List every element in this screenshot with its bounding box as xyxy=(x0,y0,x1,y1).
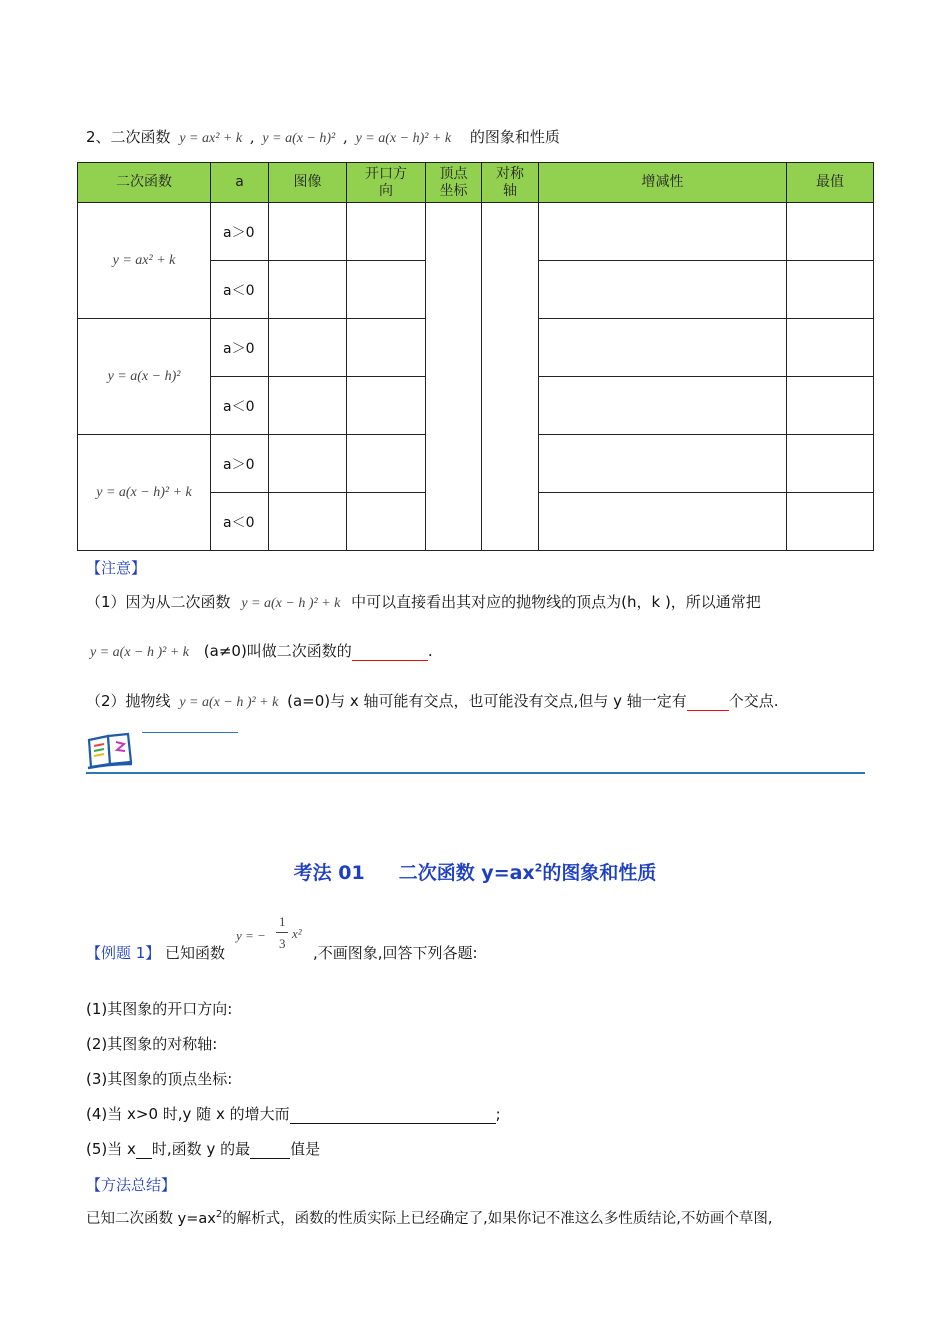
note-p1-line1 xyxy=(86,591,761,612)
intro-formula-2: y = a(x − h)² xyxy=(262,131,336,146)
func-formula-1: y = ax² + k xyxy=(112,253,176,268)
note-p2-formula: y = a(x − h )² + k xyxy=(179,695,279,710)
extremum-cell[interactable] xyxy=(787,203,874,261)
a-negative-cell: a＜0 xyxy=(211,261,269,319)
example-tail: ,不画图象,回答下列各题: xyxy=(313,944,478,962)
graph-cell[interactable] xyxy=(269,377,347,435)
section-title-a: 二次函数 y=ax xyxy=(398,862,535,884)
note-p1-end: . xyxy=(427,642,433,660)
note-p1-c: (a≠0)叫做二次函数的 xyxy=(203,642,352,660)
example-frac-bar xyxy=(276,932,288,933)
question-3: (3)其图象的顶点坐标: xyxy=(86,1070,233,1088)
note-p1-formula-2: y = a(x − h )² + k xyxy=(90,645,190,660)
func-cell-3 xyxy=(78,435,211,551)
note-p2-b: (a=0)与 x 轴可能有交点，也可能没有交点,但与 y 轴一定有 xyxy=(287,692,687,710)
question-4 xyxy=(86,1103,501,1124)
opening-cell[interactable] xyxy=(347,203,426,261)
question-1: (1)其图象的开口方向: xyxy=(86,1000,233,1018)
question-5-c: 值是 xyxy=(290,1140,321,1158)
question-5 xyxy=(86,1138,320,1159)
long-rule xyxy=(86,772,865,774)
example-frac-den: 3 xyxy=(279,936,286,951)
intro-sep-2: , xyxy=(343,128,348,146)
axis-cell[interactable] xyxy=(482,203,539,551)
header-monotonicity: 增减性 xyxy=(539,163,787,203)
extremum-cell[interactable] xyxy=(787,435,874,493)
a-negative-cell: a＜0 xyxy=(211,377,269,435)
opening-cell[interactable] xyxy=(347,493,426,551)
note-p1-a: （1）因为从二次函数 xyxy=(86,593,231,611)
func-formula-2: y = a(x − h)² xyxy=(107,369,181,384)
answer-blank-q5a[interactable] xyxy=(136,1140,152,1159)
question-4-end: ; xyxy=(495,1105,501,1123)
note-p2-c: 个交点. xyxy=(728,692,779,710)
extremum-cell[interactable] xyxy=(787,377,874,435)
book-icon xyxy=(86,730,134,772)
intro-formula-1: y = ax² + k xyxy=(179,131,243,146)
question-2: (2)其图象的对称轴: xyxy=(86,1035,218,1053)
table-header-row xyxy=(78,163,874,203)
monotonicity-cell[interactable] xyxy=(539,319,787,377)
monotonicity-cell[interactable] xyxy=(539,435,787,493)
example-formula-lhs: y = − xyxy=(236,928,266,943)
method-text xyxy=(86,1207,773,1228)
opening-cell[interactable] xyxy=(347,377,426,435)
header-opening xyxy=(347,163,426,203)
section-title-sup: 2 xyxy=(534,861,543,875)
book-icon-svg xyxy=(86,730,134,772)
header-extremum: 最值 xyxy=(787,163,874,203)
a-positive-cell: a＞0 xyxy=(211,319,269,377)
short-rule xyxy=(142,732,238,733)
method-text-sup: 2 xyxy=(215,1209,223,1221)
note-p1-formula: y = a(x − h )² + k xyxy=(241,596,341,611)
graph-cell[interactable] xyxy=(269,203,347,261)
extremum-cell[interactable] xyxy=(787,261,874,319)
graph-cell[interactable] xyxy=(269,319,347,377)
example-frac-num: 1 xyxy=(279,914,286,929)
header-a: a xyxy=(211,163,269,203)
properties-table xyxy=(77,162,874,551)
extremum-cell[interactable] xyxy=(787,319,874,377)
section-num: 考法 01 xyxy=(293,862,365,884)
section-heading xyxy=(0,858,950,885)
monotonicity-cell[interactable] xyxy=(539,377,787,435)
method-text-b: 的解析式，函数的性质实际上已经确定了,如果你记不准这么多性质结论,不妨画个草图, xyxy=(222,1211,773,1227)
intro-tail: 的图象和性质 xyxy=(469,128,560,146)
graph-cell[interactable] xyxy=(269,435,347,493)
extremum-cell[interactable] xyxy=(787,493,874,551)
a-positive-cell: a＞0 xyxy=(211,435,269,493)
header-vertex-text: 顶点坐标 xyxy=(439,165,468,199)
a-negative-cell: a＜0 xyxy=(211,493,269,551)
graph-cell[interactable] xyxy=(269,261,347,319)
note-p1-line2 xyxy=(90,640,433,661)
intro-formula-3: y = a(x − h)² + k xyxy=(355,131,452,146)
header-axis xyxy=(482,163,539,203)
answer-blank-q5b[interactable] xyxy=(250,1140,290,1159)
table-row xyxy=(78,203,874,261)
vertex-cell[interactable] xyxy=(426,203,482,551)
example-formula-rhs: x² xyxy=(292,926,302,941)
intro-label: 2、二次函数 xyxy=(86,128,171,146)
intro-line xyxy=(86,126,560,147)
method-text-a: 已知二次函数 y=ax xyxy=(86,1211,216,1227)
graph-cell[interactable] xyxy=(269,493,347,551)
question-4-text: (4)当 x>0 时,y 随 x 的增大而 xyxy=(86,1105,290,1123)
question-5-a: (5)当 x xyxy=(86,1140,136,1158)
example-tag: 【例题 1】 xyxy=(86,944,161,962)
monotonicity-cell[interactable] xyxy=(539,261,787,319)
func-cell-1 xyxy=(78,203,211,319)
note-p2-a: （2）抛物线 xyxy=(86,692,171,710)
opening-cell[interactable] xyxy=(347,435,426,493)
answer-blank-2[interactable] xyxy=(687,692,729,711)
note-p1-b: 中可以直接看出其对应的抛物线的顶点为(h，k )，所以通常把 xyxy=(351,593,761,611)
monotonicity-cell[interactable] xyxy=(539,203,787,261)
opening-cell[interactable] xyxy=(347,319,426,377)
header-function: 二次函数 xyxy=(78,163,211,203)
func-formula-3: y = a(x − h)² + k xyxy=(96,485,192,500)
header-axis-text: 对称轴 xyxy=(496,165,524,199)
example-lead: 已知函数 xyxy=(165,944,226,962)
a-positive-cell: a＞0 xyxy=(211,203,269,261)
method-title: 【方法总结】 xyxy=(86,1176,177,1194)
question-5-b: 时,函数 y 的最 xyxy=(151,1140,251,1158)
header-graph: 图像 xyxy=(269,163,347,203)
header-vertex xyxy=(426,163,482,203)
monotonicity-cell[interactable] xyxy=(539,493,787,551)
section-title-b: 的图象和性质 xyxy=(542,862,657,884)
answer-blank-q4[interactable] xyxy=(290,1105,496,1124)
note-title: 【注意】 xyxy=(86,559,147,577)
header-opening-text: 开口方向 xyxy=(365,165,407,199)
intro-sep-1: , xyxy=(249,128,255,146)
note-p2-line xyxy=(86,690,779,711)
func-cell-2 xyxy=(78,319,211,435)
opening-cell[interactable] xyxy=(347,261,426,319)
answer-blank-1[interactable] xyxy=(352,642,428,661)
